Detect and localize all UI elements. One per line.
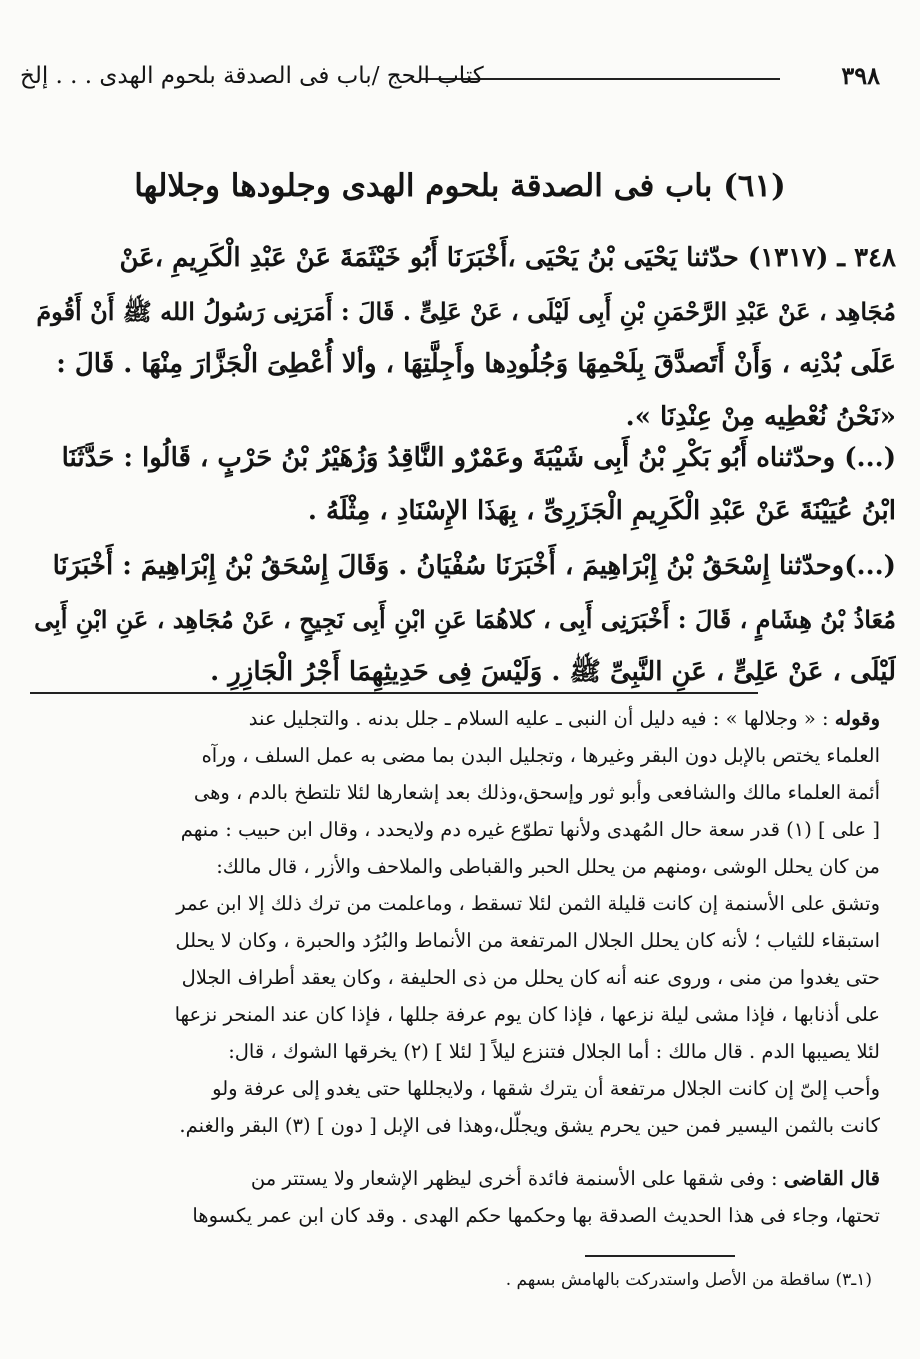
commentary-line: وتشق على الأسنمة إن كانت قليلة الثمن لئلا تسقط ، وماعلمت من ترك ذلك إلا ابن عمر [176, 892, 880, 915]
commentary-line: وقوله : « وجلالها » : فيه دليل أن النبى ـ عليه السلام ـ جلل بدنه . والتجليل عند [248, 707, 880, 730]
hadith-line: (...) وحدّثناه أَبُو بَكْرِ بْنُ أَبِى شَيْبَةَ وعَمْرٌو النَّاقِدُ وَزُهَيْرُ بْنُ حَرْبٍ ، قَالُوا : حَدَّثَنَا [61, 443, 896, 473]
commentary-lead: وقوله [834, 707, 880, 730]
hadith-line: ٣٤٨ ـ (١٣١٧) حدّثنا يَحْيَى بْنُ يَحْيَى ،أَخْبَرَنَا أَبُو خَيْثَمَةَ عَنْ عَبْدِ الْكَرِيمِ ،عَنْ [119, 243, 896, 273]
commentary-line: كانت بالثمن اليسير فمن حين يحرم يشق ويجلّل،وهذا فى الإبل [ دون ] (٣) البقر والغنم. [179, 1114, 880, 1137]
chapter-title: (٦١) باب فى الصدقة بلحوم الهدى وجلودها وجلالها [134, 168, 786, 204]
commentary-line [28, 1160, 880, 1197]
running-title: كتاب الحج /باب فى الصدقة بلحوم الهدى . . . إلخ [20, 63, 484, 89]
hadith-line: (...)وحدّثنا إِسْحَقُ بْنُ إِبْرَاهِيمَ ، أَخْبَرَنَا سُفْيَانُ . وَقَالَ إِسْحَقُ بْنُ إِبْرَاهِيمَ : أَخْبَرَنَا [52, 551, 896, 581]
hadith-line: ابْنُ عُيَيْنَةَ عَنْ عَبْدِ الْكَرِيمِ الْجَزَرِىِّ ، بِهَذَا الإِسْنَادِ ، مِثْلَهُ . [307, 496, 896, 526]
commentary-line: العلماء يختص بالإبل دون البقر وغيرها ، وتجليل البدن بما مضى به عمل السلف ، ورآه [201, 744, 880, 767]
hadith-line: «نَحْنُ نُعْطِيه مِنْ عِنْدِنَا ». [625, 402, 896, 432]
hadith-line: عَلَى بُدْنِه ، وَأَنْ أَتَصدَّقَ بِلَحْمِهَا وَجُلُودِها وأَجِلَّتِهَا ، وألا أُعْطِىَ الْجَزَّارَ مِنْهَا . قَالَ : [56, 349, 896, 379]
commentary-line: على أذنابها ، فإذا مشى ليلة نزعها ، فإذا كان يوم عرفة جللها ، فإذا كان عند المنحر نزعها [174, 1003, 880, 1026]
page-number: ٣٩٨ [841, 61, 880, 90]
hadith-line: مُعَاذُ بْنُ هِشَامٍ ، قَالَ : أَخْبَرَنِى أَبِى ، كلاهُمَا عَنِ ابْنِ أَبِى نَجِيحٍ ، عَنْ مُجَاهِد ، عَنِ ابْنِ أَبِى [34, 605, 896, 634]
footnote: (١ـ٣) ساقطة من الأصل واستدركت بالهامش بسهم . [505, 1270, 872, 1290]
commentary-line: [ على ] (١) قدر سعة حال المُهدى ولأنها تطوّع غيره دم ولايحدد ، وقال ابن حبيب : منهم [180, 818, 880, 841]
qadi-lead: قال القاضى [783, 1167, 880, 1190]
commentary-line: لئلا يصيبها الدم . قال مالك : أما الجلال فتنزع ليلاً [ لئلا ] (٢) يخرقها الشوك ، قال: [228, 1040, 880, 1063]
commentary-text: « وجلالها » : فيه دليل أن النبى ـ عليه السلام ـ جلل بدنه . والتجليل عند [248, 707, 816, 730]
hadith-main [22, 232, 896, 444]
commentary-line: تحتها، وجاء فى هذا الحديث الصدقة بها وحكمها حكم الهدى . وقد كان ابن عمر يكسوها [192, 1204, 880, 1227]
hadith-third [22, 540, 896, 699]
commentary-line: استبقاء للثياب ؛ لأنه كان يحلل الجلال المرتفعة من الأنماط والبُرُد والحبرة ، وكان لا يحلل [175, 929, 880, 952]
hadith-second [22, 432, 896, 538]
commentary-line: من كان يحلل الوشى ،ومنهم من يحلل الحبر والقباطى والملاحف والأزر ، قال مالك: [216, 855, 880, 878]
hadith-line: لَيْلَى ، عَنْ عَلِىٍّ ، عَنِ النَّبِىِّ ﷺ . وَلَيْسَ فِى حَدِيثِهِمَا أَجْرُ الْجَازِرِ . [210, 657, 896, 687]
section-divider [30, 692, 758, 694]
qadi-commentary [28, 1160, 880, 1234]
commentary-line: وأحب إلىّ إن كانت الجلال مرتفعة أن يترك شقها ، ولايجللها حتى يغدو إلى عرفة ولو [212, 1077, 880, 1100]
hadith-line: مُجَاهِد ، عَنْ عَبْدِ الرَّحْمَنِ بْنِ أَبِى لَيْلَى ، عَنْ عَلِىٍّ . قَالَ : أَمَرَنِى رَسُولُ الله ﷺ أَنْ أَقُومَ [36, 297, 896, 326]
commentary-text: : وفى شقها على الأسنمة فائدة أخرى ليظهر الإشعار ولا يستتر من [250, 1167, 778, 1190]
commentary-line: أئمة العلماء مالك والشافعى وأبو ثور وإسحق،وذلك بعد إشعارها لئلا تلتطخ بالدم ، وهى [193, 781, 880, 804]
footnote-rule [585, 1255, 735, 1257]
running-header [20, 58, 880, 94]
commentary [28, 700, 880, 1144]
commentary-line: حتى يغدوا من منى ، وروى عنه أنه كان يحلل من ذى الحليفة ، وكان يعقد أطراف الجلال [181, 966, 880, 989]
